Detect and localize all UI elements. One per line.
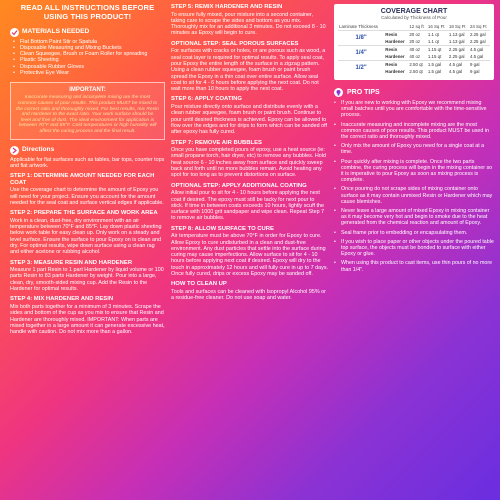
step-title: OPTIONAL STEP: APPLY ADDITIONAL COATING — [171, 182, 307, 189]
lightbulb-icon — [334, 88, 343, 97]
step-block — [171, 281, 328, 301]
coverage-cell: 1.5 gal — [427, 69, 442, 74]
important-body: Inaccurate measuring and incomplete mixing are the most common causes of poor results. This product MUST be mixed to the correct ratio and thoroughly mixed. For best results, mix Resin and Hardener to the exact ratio. Your work surface should be level and free of dust. The ideal environment for application is between 70°F and 85°F. Cold temperatures or high humidity will affect the curing process and the final result. — [16, 95, 159, 134]
step-block — [171, 41, 328, 93]
coverage-subtitle: Calculated by Thickness of Pour — [381, 15, 447, 20]
step-body: Tools and surfaces can be cleaned with Isopropyl Alcohol 95% or a residue-free cleaner. Do not use soap and water. — [171, 288, 326, 302]
coverage-col-0: 12 sq ft — [409, 24, 424, 29]
coverage-cell: 4.5 gal — [448, 69, 463, 74]
coverage-row — [338, 31, 490, 39]
pro-tips-heading — [334, 88, 494, 97]
coverage-line-label: Hardener — [385, 54, 405, 59]
pro-tip-item: • Never leave a large amount of mixed Epoxy in mixing container as it may become very hot and begin to smoke due to the heat generated from the chemical reaction and amount of Epoxy. — [341, 208, 494, 227]
materials-item: • Disposable Measuring and Mixing Buckets — [20, 45, 165, 51]
coverage-cell: 1.15 qt — [427, 46, 448, 54]
coverage-cell: 40 oz — [409, 54, 421, 59]
step-title: STEP 5: REMIX HARDENER AND RESIN — [171, 4, 283, 10]
coverage-cell: 2.25 gal — [448, 46, 469, 54]
coverage-chart — [334, 4, 494, 80]
coverage-line-label: Hardener — [385, 39, 405, 44]
step-block — [171, 140, 328, 179]
coverage-cell: 1.1 qt — [427, 39, 439, 44]
important-box — [10, 82, 165, 139]
step-block — [171, 226, 328, 278]
coverage-cell: 20 oz — [409, 39, 421, 44]
coverage-cell: 2.50 qt — [409, 69, 423, 74]
directions-heading — [10, 146, 165, 155]
coverage-line-label: Hardener — [385, 69, 405, 74]
step-block — [171, 96, 328, 135]
step-body: Once you have completed pours of epoxy, use a heat source (ie: small propane torch, hair dryer, etc) to remove any bubbles. Hold heat source 6 - 10 inches away from surface and quickly sweep back and forth until no more bubbles remain. Avoid heating any spot for too long as to prevent distortions on surface. — [171, 147, 326, 179]
read-instructions-title: READ ALL INSTRUCTIONS BEFORE USING THIS PRODUCT! — [20, 3, 155, 21]
coverage-cell: 1.13 gal — [448, 39, 465, 44]
middle-column — [171, 0, 328, 500]
step-title: STEP 7: REMOVE AIR BUBBLES — [171, 139, 262, 146]
pro-tips-list — [334, 100, 494, 273]
step-body: For surfaces with cracks or holes, or are porous such as wood, a seal coat layer is required for optimal results. To apply seal coat, pour Epoxy the entire length of the surface in a zigzag pattern. Using a clean rubber squeegee, foam brush or paint brush spread the Epoxy in a thin coat over entire surface. Allow seal coat to sit for 4 - 6 hours before applying the next coat. Do not wait more than 10 hours to apply the next coat. — [171, 48, 326, 93]
checklist-icon — [10, 28, 19, 37]
coverage-thickness: 1/2" — [338, 61, 384, 76]
coverage-cell: 1.5 gal — [427, 61, 448, 69]
steps-middle — [171, 4, 328, 302]
coverage-cell: 2.25 gal — [469, 39, 486, 44]
pro-tip-item: • Only mix the amount of Epoxy you need for a single coat at a time. — [341, 143, 494, 155]
step-block — [10, 210, 165, 255]
coverage-cell: 4.5 gal — [469, 46, 490, 54]
step-block — [171, 4, 328, 37]
step-block — [10, 296, 165, 335]
step-body: Use the coverage chart to determine the amount of Epoxy you will need for your project. Ensure you account for the amount needed for the seal coat and surface vertical edges if applicable. — [10, 187, 164, 206]
coverage-thickness: 1/4" — [338, 46, 384, 61]
step-body: Allow initial pour to sit for 4 - 10 hours before applying the next coat if desired. The epoxy must still be tacky for next pour to stick. If time in between coats exceeds 10 hours, lightly scuff the surface with 1000 grit sandpaper and wipe clean. Repeat Step 7 to remove air bubbles. — [171, 190, 325, 222]
materials-item: • Protective Eye Wear — [20, 70, 165, 76]
coverage-cell: 9 gal — [469, 69, 480, 74]
materials-heading-label: MATERIALS NEEDED — [22, 28, 90, 36]
materials-item: • Flat Bottom Paint Stir or Spatula — [20, 39, 165, 45]
step-title: STEP 2: PREPARE THE SURFACE AND WORK AREA — [10, 210, 158, 217]
step-body: To ensure fully mixed, pour mixture into a second container, taking care to scrape the sides and bottom as you mix. Thoroughly mix for an additional 3 minutes. Do not exceed 8 - 10 minutes as Epoxy will begin to cure. — [171, 11, 326, 37]
coverage-cell: 2.25 gal — [469, 31, 490, 39]
coverage-cell: 1.15 qt — [427, 54, 442, 59]
left-column — [10, 0, 165, 500]
coverage-cell: 20 oz — [408, 31, 427, 39]
materials-heading — [10, 28, 165, 37]
important-title: IMPORTANT: — [69, 87, 106, 94]
pro-tip-item: • Seal frame prior to embedding or encapsulating them. — [341, 230, 494, 236]
directions-icon — [10, 146, 19, 155]
coverage-cell: 4.5 gal — [448, 61, 469, 69]
coverage-head-thickness: Laminate Thickness — [339, 24, 378, 29]
coverage-table — [338, 23, 490, 75]
steps-left — [10, 173, 165, 335]
right-column — [334, 0, 494, 500]
step-block — [10, 260, 165, 293]
coverage-line-label: Resin — [384, 31, 408, 39]
coverage-cell: 1.13 gal — [448, 31, 469, 39]
coverage-cell: 2.50 qt — [408, 61, 427, 69]
pro-tips-label: PRO TIPS — [347, 89, 380, 96]
step-body: Air temperature must be above 70°F in order for Epoxy to cure. Allow Epoxy to cure undisturbed in a clean and dust-free environment. Any dust particles that settle into the surface during curing may cause imperfections. Allow surface to sit for 4 - 10 hours before applying next coat if desired. Epoxy will dry to the touch in approximately 12 hours and will fully cure in up to 7 days. Once fully cured, drips or excess Epoxy may be sanded off. — [171, 233, 328, 278]
step-title: STEP 8: ALLOW SURFACE TO CURE — [171, 225, 274, 232]
coverage-row — [338, 46, 490, 54]
step-body: Mix both parts together for a minimum of 3 minutes. Scrape the sides and bottom of the cup as you mix to ensure that Resin and Hardener are thoroughly mixed. IMPORTANT: When parts are mixed together in a large amount it can generate excessive heat, handle with caution. Do not mix more than a gallon. — [10, 303, 165, 336]
materials-item: • Clean Squeegee, Brush or Foam Roller for spreading — [20, 51, 165, 57]
coverage-title: COVERAGE CHART — [380, 8, 448, 15]
coverage-col-1: 16 Sq Ft — [427, 24, 445, 29]
step-title: STEP 4: MIX HARDENER AND RESIN — [10, 296, 114, 303]
step-title: OPTIONAL STEP: SEAL POROUS SURFACES — [171, 40, 299, 47]
materials-list — [10, 39, 165, 77]
coverage-cell: 9 gal — [469, 61, 490, 69]
pro-tip-item: • When using this product to cast items, use thin pours of no more than 1/4". — [341, 260, 494, 272]
coverage-line-label: Resin — [384, 46, 408, 54]
pro-tip-item: • Pour quickly after mixing is complete. Once the two parts combine, the curing process will begin in the mixing container so it is imperative to pour Epoxy as soon as mixing process is complete. — [341, 159, 494, 184]
coverage-line-label: Resin — [384, 61, 408, 69]
directions-intro: Applicable for flat surfaces such as tables, bar tops, counter tops and flat artwork. — [10, 156, 165, 169]
directions-heading-label: Directions — [22, 146, 55, 154]
step-body: Measure 1 part Resin to 1 part Hardener by liquid volume or 100 parts Resin to 83 parts Hardener by weight. Pour into a large, clean, dry, smooth-sided mixing cup. Add the Resin to the Hardener for optimal results. — [10, 267, 164, 293]
coverage-cell: 1.1 qt — [427, 31, 448, 39]
step-title: STEP 3: MEASURE RESIN AND HARDENER — [10, 259, 133, 266]
step-block — [171, 183, 328, 222]
pro-tip-item: • Inaccurate measuring and incomplete mixing are the most common causes of poor results. This product MUST be used in the correct ratio and thoroughly mixed. — [341, 122, 494, 141]
step-body: Work in a clean, dust-free, dry environment with an air temperature between 70°F and 85°F. Lay down plastic sheeting below work table for easy clean up. Only work on a steady and level surface. Ensure the surface to pour Epoxy on is clean and dry. For optimal results, wipe down surface using a clean rag and either acetone or rubbing alcohol. — [10, 217, 162, 256]
step-title: STEP 6: APPLY COATING — [171, 96, 242, 103]
pro-tip-item: • If you are new to working with Epoxy we recommend mixing small batches until you are comfortable with the time-sensitive process. — [341, 100, 494, 119]
coverage-col-3: 24 Sq Ft — [469, 24, 487, 29]
coverage-thickness: 1/8" — [338, 31, 384, 46]
coverage-head-blank — [384, 23, 408, 31]
pro-tip-item: • Once pouring do not scrape sides of mixing container onto surface as it may contain unmixed Resin or Hardener which may cause blemishes. — [341, 186, 494, 205]
coverage-row — [338, 61, 490, 69]
coverage-cell: 2.25 gal — [448, 54, 465, 59]
coverage-cell: 40 oz — [408, 46, 427, 54]
step-block — [10, 173, 165, 206]
pro-tip-item: • If you wish to place paper or other objects under the poured table top surface, the objects must be bonded to surface with either Epoxy or glue. — [341, 239, 494, 258]
coverage-col-2: 18 Sq Ft — [448, 24, 466, 29]
step-title: STEP 1: DETERMINE AMOUNT NEEDED FOR EACH COAT — [10, 173, 155, 186]
materials-item: • Disposable Rubber Gloves — [20, 64, 165, 70]
step-body: Pour mixture directly onto surface and distribute evenly with a clean rubber squeegee, foam brush or paint brush. Continue to pour until desired thickness is achieved. Epoxy can be allowed to flow over the edges and for drips to form which can be sanded off after epoxy has fully cured. — [171, 104, 328, 136]
materials-item: • Plastic Sheeting — [20, 57, 165, 63]
step-title: HOW TO CLEAN UP — [171, 281, 227, 288]
coverage-cell: 4.5 gal — [469, 54, 484, 59]
